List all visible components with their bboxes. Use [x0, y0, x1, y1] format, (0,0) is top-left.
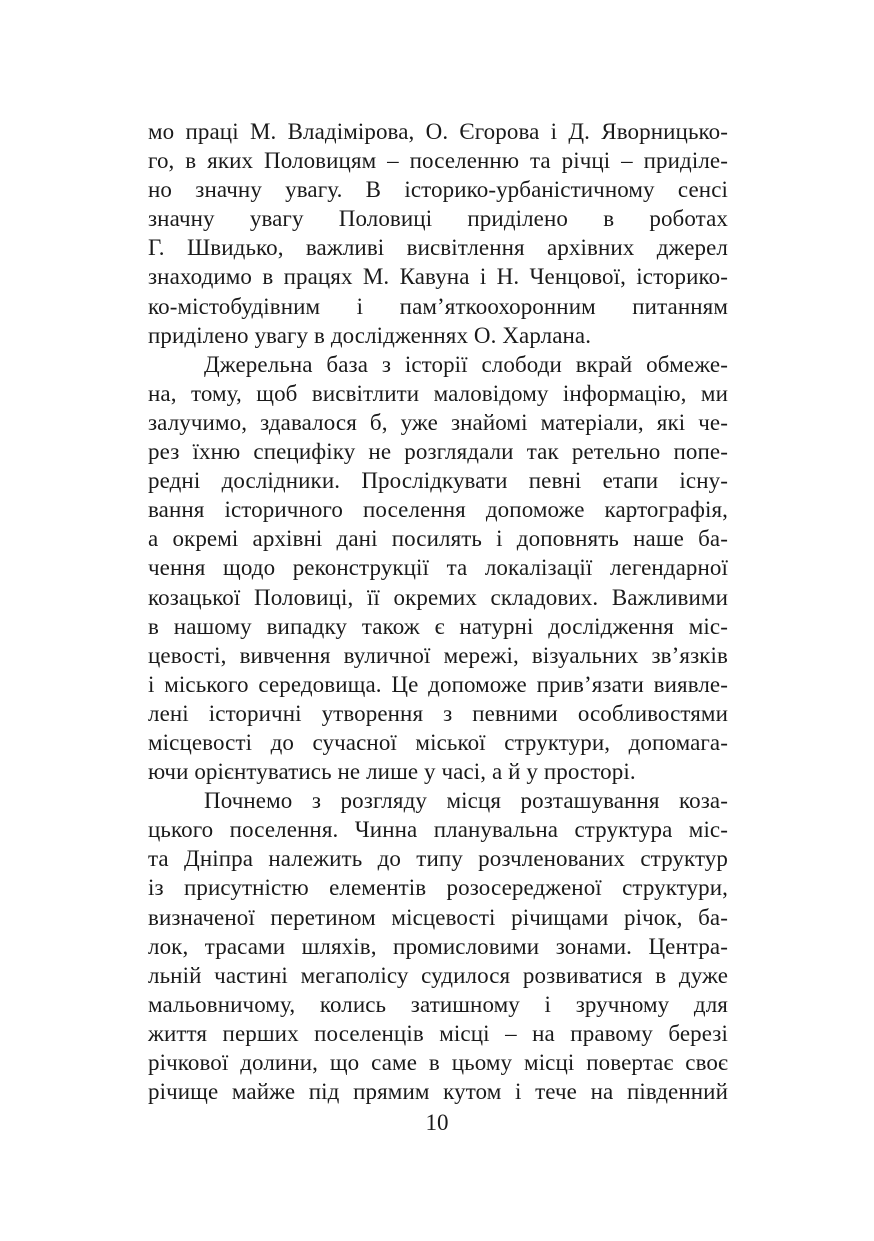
paragraph-2 — [148, 350, 728, 786]
text-line: визначеної перетином місцевості річищами річок, ба- — [148, 904, 728, 930]
text-line: значну увагу Половиці приділено в роботах — [148, 206, 728, 232]
text-line: та Дніпра належить до типу розчленованих структур — [148, 846, 728, 872]
text-line: но значну увагу. В історико-урбаністичному сенсі — [148, 177, 728, 203]
text-line: залучимо, здавалося б, уже знайомі матеріали, які че- — [148, 409, 728, 435]
text-line: редні дослідники. Прослідкувати певні етапи існу- — [148, 468, 728, 494]
text-line: рез їхню специфіку не розглядали так ретельно попе- — [148, 439, 728, 465]
paragraph-1 — [148, 117, 728, 350]
text-line: цького поселення. Чинна планувальна структура міс- — [148, 817, 728, 843]
text-line: мо праці М. Владімірова, О. Єгорова і Д. Яворницько- — [148, 119, 728, 144]
text-line: Г. Швидько, важливі висвітлення архівних джерел — [148, 235, 728, 261]
page-number: 10 — [425, 1110, 449, 1135]
text-line: цевості, вивчення вуличної мережі, візуальних зв’язків — [148, 642, 728, 668]
text-line: льній частині мегаполісу судилося розвиватися в дуже — [148, 962, 728, 988]
text-line: вання історичного поселення допоможе картографія, — [148, 497, 728, 523]
paragraph-3 — [148, 786, 728, 1106]
text-line: Джерельна база з історії слободи вкрай обмеже- — [204, 351, 728, 377]
text-line: і міського середовища. Це допоможе прив’язати виявле- — [148, 671, 728, 697]
text-line: місцевості до сучасної міської структури, допомага- — [148, 729, 728, 755]
text-line: річкової долини, що саме в цьому місці повертає своє — [148, 1050, 728, 1075]
text-line: козацької Половиці, її окремих складових. Важливими — [148, 584, 728, 610]
text-line: лені історичні утворення з певними особливостями — [148, 700, 728, 726]
text-line: го, в яких Половицям – поселенню та річці – приділе- — [148, 148, 728, 174]
text-line: на, тому, щоб висвітлити маловідому інформацію, ми — [148, 380, 728, 406]
text-line: а окремі архівні дані посилять і доповнять наше ба- — [148, 526, 728, 552]
text-line: життя перших поселенців місці – на правому березі — [148, 1020, 728, 1046]
text-line: в нашому випадку також є натурні дослідження міс- — [148, 613, 728, 639]
text-line: річище майже під прямим кутом і тече на південний — [148, 1079, 728, 1105]
text-line: лок, трасами шляхів, промисловими зонами. Центра- — [148, 933, 728, 959]
text-line: мальовничому, колись затишному і зручному для — [148, 991, 728, 1017]
text-line: Почнемо з розгляду місця розташування коза- — [204, 788, 728, 814]
text-line: із присутністю елементів розосередженої структури, — [148, 875, 728, 901]
text-line: знаходимо в працях М. Кавуна і Н. Ченцової, історико- — [148, 264, 728, 290]
text-line: чення щодо реконструкції та локалізації легендарної — [148, 555, 728, 581]
text-line: ючи орієнтуватись не лише у часі, а й у просторі. — [148, 759, 636, 785]
text-line: приділено увагу в дослідженнях О. Харлана. — [148, 322, 592, 348]
text-line: ко-містобудівним і пам’яткоохоронним питанням — [148, 293, 728, 319]
body-text — [148, 117, 728, 1106]
